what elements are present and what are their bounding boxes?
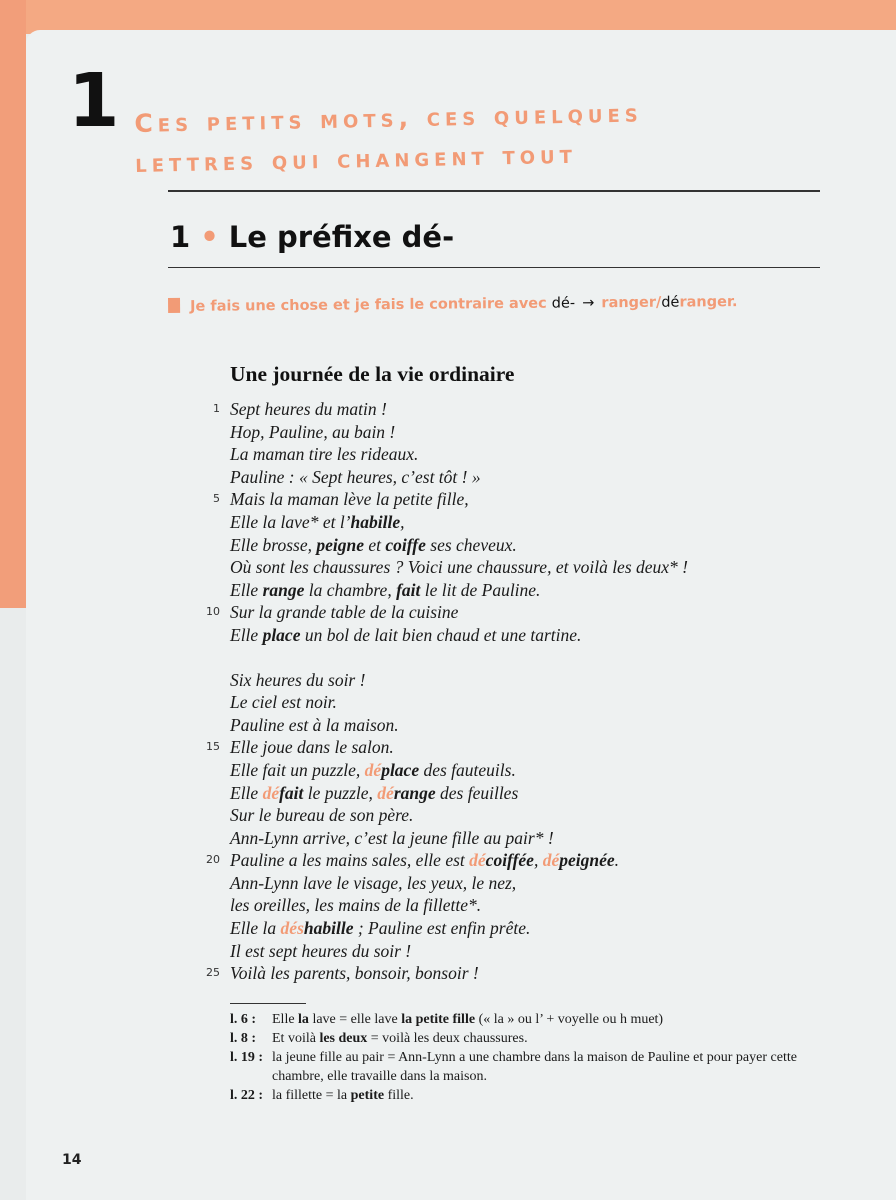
footnote xyxy=(230,1029,840,1048)
footnote-ref: l. 19 : xyxy=(230,1050,264,1065)
rule-prefix: dé- xyxy=(551,295,576,312)
poem-line xyxy=(200,691,840,714)
verb-bold: habille xyxy=(350,511,401,532)
footnote-bold: la petite fille xyxy=(401,1012,476,1027)
line-text: la chambre, xyxy=(304,579,397,600)
prefix-highlight: dé xyxy=(469,850,486,871)
line-number: 10 xyxy=(206,605,220,619)
poem-line xyxy=(200,782,840,805)
stanza-gap xyxy=(200,647,840,669)
top-color-band xyxy=(0,0,896,34)
rule-example-b-prefix: dé xyxy=(661,294,680,311)
chapter-divider xyxy=(168,190,820,192)
verb-bold: peignée xyxy=(559,850,615,871)
line-text: Elle brosse, xyxy=(230,534,317,555)
poem-line xyxy=(200,624,840,647)
poem-line xyxy=(200,759,840,782)
verb-bold: habille xyxy=(303,918,354,939)
prefix-highlight: dés xyxy=(280,918,304,939)
line-text: Voilà les parents, bonsoir, bonsoir ! xyxy=(230,963,479,984)
line-text: Mais la maman lève la petite fille, xyxy=(230,489,469,510)
poem-line xyxy=(200,736,840,759)
line-text: les oreilles, les mains de la fillette*. xyxy=(230,895,482,916)
footnote-bold: les deux xyxy=(319,1031,368,1046)
line-text: Elle la xyxy=(230,918,281,939)
line-number: 1 xyxy=(213,402,220,415)
chapter-title xyxy=(134,89,836,184)
line-text: Sur la grande table de la cuisine xyxy=(230,602,459,623)
chapter-title-line-1: Ces petits mots, ces quelques xyxy=(134,98,644,138)
line-text: Hop, Pauline, au bain ! xyxy=(230,421,396,442)
poem-line xyxy=(200,827,840,850)
poem-line xyxy=(200,669,840,692)
line-text: Ann-Lynn arrive, c’est la jeune fille au pair* ! xyxy=(230,827,554,848)
section-divider xyxy=(168,267,820,268)
poem-line xyxy=(200,443,840,466)
poem-line xyxy=(200,466,840,489)
line-text: Elle xyxy=(230,624,263,645)
prefix-highlight: dé xyxy=(542,850,560,871)
line-text: Elle xyxy=(230,782,263,803)
page-number: 14 xyxy=(62,1152,82,1168)
poem-body xyxy=(200,398,840,985)
rule-example-b-rest: ranger. xyxy=(679,294,738,311)
left-color-band xyxy=(0,0,26,608)
line-number: 20 xyxy=(206,853,220,867)
line-text: Où sont les chaussures ? Voici une chaussure, et voilà les deux* ! xyxy=(230,557,688,578)
footnote-text: Elle xyxy=(272,1012,299,1027)
line-text: Il est sept heures du soir ! xyxy=(230,940,412,961)
line-text: ses cheveux. xyxy=(425,534,517,555)
poem-line xyxy=(200,556,840,579)
poem-line xyxy=(200,511,840,534)
poem-line xyxy=(200,804,840,827)
section-title: Le préfixe dé- xyxy=(228,220,455,254)
line-text: . xyxy=(614,850,619,871)
chapter-title-line-2: lettres qui changent tout xyxy=(134,139,578,178)
footnote-text: la jeune fille au pair = Ann-Lynn a une chambre dans la maison de Pauline et pour payer cette chambre, elle travaille dans la maison. xyxy=(272,1050,797,1084)
line-text: Six heures du soir ! xyxy=(230,669,366,690)
verb-bold: range xyxy=(393,782,436,803)
bullet-dot-icon: • xyxy=(200,220,219,254)
section-number: 1 xyxy=(170,220,191,254)
line-text: Ann-Lynn lave le visage, les yeux, le nez, xyxy=(230,872,517,893)
arrow-right-icon: → xyxy=(582,295,595,312)
footnote-ref: l. 6 : xyxy=(230,1012,257,1027)
rule-text: Je fais une chose et je fais le contraire avec xyxy=(190,295,547,315)
verb-bold: peigne xyxy=(316,534,364,555)
prefix-highlight: dé xyxy=(364,759,382,780)
footnote-text: = voilà les deux chaussures. xyxy=(367,1031,528,1046)
line-text: , xyxy=(400,511,405,532)
footnotes xyxy=(230,1010,840,1105)
section-heading xyxy=(170,220,454,254)
poem-line xyxy=(200,962,840,985)
poem-line xyxy=(200,714,840,737)
square-marker-icon xyxy=(168,298,180,313)
line-text: Elle fait un puzzle, xyxy=(230,759,365,780)
line-text: Pauline est à la maison. xyxy=(230,714,399,735)
footnote-text: lave = elle lave xyxy=(308,1012,402,1027)
footnote-ref: l. 8 : xyxy=(230,1031,257,1046)
footnote-text: la fillette = la xyxy=(272,1088,351,1103)
poem-line xyxy=(200,488,840,511)
verb-bold: place xyxy=(262,624,301,645)
line-text: un bol de lait bien chaud et une tartine. xyxy=(300,624,582,645)
line-text: le puzzle, xyxy=(303,782,378,803)
poem-line xyxy=(200,940,840,963)
rule-example-a: ranger/ xyxy=(601,294,662,312)
verb-bold: fait xyxy=(396,579,421,600)
prefix-highlight: dé xyxy=(262,782,280,803)
verb-bold: place xyxy=(381,759,420,780)
line-text: Pauline : « Sept heures, c’est tôt ! » xyxy=(230,466,481,487)
poem-line xyxy=(200,917,840,940)
line-text: ; Pauline est enfin prête. xyxy=(353,918,531,939)
poem-line xyxy=(200,579,840,602)
line-text: , xyxy=(533,850,543,871)
footnote-bold: petite xyxy=(350,1088,385,1103)
footnote-text: fille. xyxy=(384,1088,414,1103)
line-number: 15 xyxy=(206,740,220,754)
poem-line xyxy=(200,601,840,624)
line-text: Elle joue dans le salon. xyxy=(230,737,394,758)
line-text: Sept heures du matin ! xyxy=(230,399,387,419)
prefix-highlight: dé xyxy=(377,782,394,803)
verb-bold: coiffée xyxy=(485,850,534,871)
poem-title: Une journée de la vie ordinaire xyxy=(230,362,515,386)
line-text: le lit de Pauline. xyxy=(420,579,541,600)
footnote xyxy=(230,1086,840,1105)
footnote-text: (« la » ou l’ + voyelle ou h muet) xyxy=(475,1012,664,1027)
chapter-number: 1 xyxy=(68,58,120,144)
poem-line xyxy=(200,534,840,557)
line-text: des fauteuils. xyxy=(419,759,516,780)
line-text: Elle la lave* et l’ xyxy=(230,511,351,532)
line-text: Pauline a les mains sales, elle est xyxy=(230,850,470,871)
verb-bold: coiffe xyxy=(385,534,426,555)
verb-bold: range xyxy=(262,579,305,600)
footnote-ref: l. 22 : xyxy=(230,1088,264,1103)
line-text: Elle xyxy=(230,579,263,600)
poem-line xyxy=(200,421,840,444)
poem-line xyxy=(200,894,840,917)
footnote xyxy=(230,1010,840,1029)
poem-line xyxy=(200,849,840,872)
poem-line xyxy=(200,872,840,895)
verb-bold: fait xyxy=(279,782,304,803)
line-text: Le ciel est noir. xyxy=(230,692,337,713)
line-text: La maman tire les rideaux. xyxy=(230,444,419,465)
line-text: et xyxy=(364,534,386,555)
footnote-rule xyxy=(230,1003,306,1004)
line-number: 5 xyxy=(213,492,220,506)
footnote xyxy=(230,1048,840,1086)
footnote-bold: la xyxy=(298,1012,309,1027)
line-text: Sur le bureau de son père. xyxy=(230,805,414,826)
line-number: 25 xyxy=(206,966,220,980)
line-text: des feuilles xyxy=(435,782,519,803)
poem-line xyxy=(200,398,840,421)
footnote-text: Et voilà xyxy=(272,1031,320,1046)
